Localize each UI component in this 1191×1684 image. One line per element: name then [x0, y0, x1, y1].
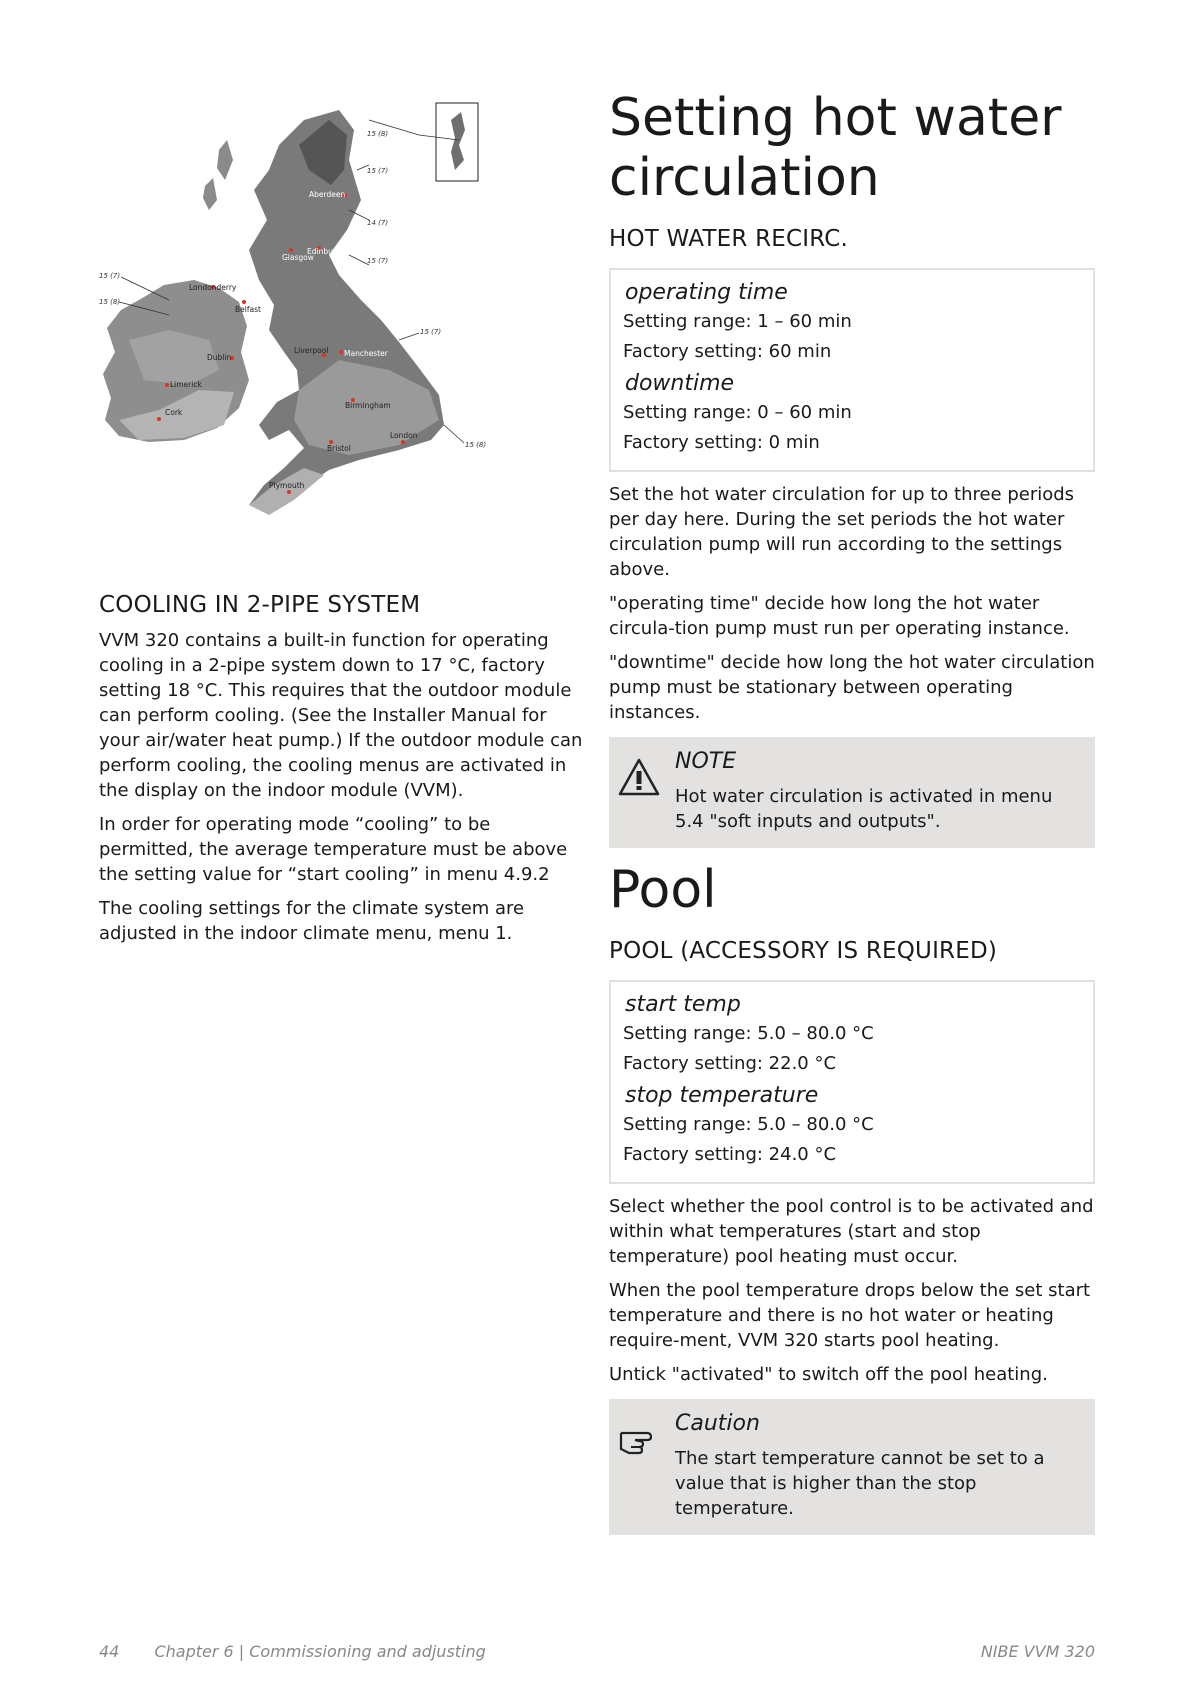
city-londonderry: Londonderry [189, 283, 237, 292]
city-dublin: Dublin [207, 353, 232, 362]
pool-paragraph-1: Select whether the pool control is to be activated and within what temperatures (start and stop temperature) pool heating must occur. [609, 1196, 1094, 1267]
caution-box [609, 1399, 1095, 1535]
map-label-east: 15 (7) [420, 328, 442, 336]
cooling-paragraph-3: The cooling settings for the climate system are adjusted in the indoor climate menu, menu 1. [99, 898, 525, 944]
hotwater-paragraph-1: Set the hot water circulation for up to three periods per day here. During the set periods the hot water circulation pump will run according to the settings above. [609, 484, 1075, 580]
hotwater-subheading: HOT WATER RECIRC. [609, 226, 849, 252]
city-liverpool: Liverpool [294, 346, 329, 355]
city-edinburgh: Edinburgh [307, 247, 346, 256]
cooling-paragraph-2: In order for operating mode “cooling” to be permitted, the average temperature must be above the setting value for “start cooling” in menu 4.9.2 [99, 814, 568, 885]
page-number: 44 [99, 1642, 120, 1661]
hotwater-paragraph-2: "operating time" decide how long the hot water circula-tion pump must run per operating instance. [609, 593, 1070, 639]
uk-ireland-map [99, 90, 499, 560]
city-limerick: Limerick [170, 380, 202, 389]
setting-name-stop-temperature: stop temperature [625, 1083, 819, 1108]
city-birmingham: Birmingham [345, 401, 391, 410]
setting-factory: Factory setting: 0 min [623, 432, 820, 453]
city-aberdeen: Aberdeen [309, 190, 346, 199]
map-label-ni-bottom: 15 (8) [99, 298, 121, 306]
left-column [99, 90, 589, 955]
right-column [609, 88, 1095, 1547]
map-label-aberdeen: 14 (7) [367, 219, 389, 227]
warning-icon [617, 745, 675, 834]
product-name: NIBE VVM 320 [980, 1642, 1095, 1661]
hotwater-settings-box [609, 268, 1095, 472]
caution-text: The start temperature cannot be set to a value that is higher than the stop temperature. [675, 1448, 1045, 1519]
setting-range: Setting range: 5.0 – 80.0 °C [623, 1023, 874, 1044]
pool-title: Pool [609, 860, 717, 920]
note-box [609, 737, 1095, 848]
setting-name-downtime: downtime [625, 371, 735, 396]
city-belfast: Belfast [235, 305, 261, 314]
setting-range: Setting range: 0 – 60 min [623, 402, 852, 423]
cooling-heading: COOLING IN 2-PIPE SYSTEM [99, 592, 421, 618]
note-title: NOTE [675, 749, 737, 774]
setting-range: Setting range: 1 – 60 min [623, 311, 852, 332]
cooling-paragraph-1: VVM 320 contains a built-in function for operating cooling in a 2-pipe system down to 17 °C, factory setting 18 °C. This requires that the outdoor module can perform cooling. (See the Installer Manual for your air/water heat pump.) If the outdoor module can perform cooling, the cooling menus are activated in the display on the indoor module (VVM). [99, 630, 583, 801]
map-label-southeast: 15 (8) [465, 441, 487, 449]
caution-title: Caution [675, 1411, 760, 1436]
hotwater-title: Setting hot water circulation [609, 88, 1062, 208]
setting-factory: Factory setting: 22.0 °C [623, 1053, 837, 1074]
pool-settings-box [609, 980, 1095, 1184]
pool-paragraph-3: Untick "activated" to switch off the pool heating. [609, 1364, 1048, 1385]
setting-range: Setting range: 5.0 – 80.0 °C [623, 1114, 874, 1135]
map-label-edinburgh: 15 (7) [367, 257, 389, 265]
city-london: London [390, 431, 418, 440]
map-label-shetland: 15 (8) [367, 130, 389, 138]
pool-paragraph-2: When the pool temperature drops below the set start temperature and there is no hot water or heating require-ment, VVM 320 starts pool heating. [609, 1280, 1091, 1351]
note-text: Hot water circulation is activated in menu 5.4 "soft inputs and outputs". [675, 786, 1053, 832]
setting-factory: Factory setting: 60 min [623, 341, 832, 362]
city-plymouth: Plymouth [269, 481, 305, 490]
city-manchester: Manchester [344, 349, 388, 358]
chapter-label: Chapter 6 | Commissioning and adjusting [154, 1642, 486, 1661]
city-cork: Cork [165, 408, 183, 417]
map-label-north: 15 (7) [367, 167, 389, 175]
pointing-hand-icon [617, 1407, 675, 1521]
hotwater-paragraph-3: "downtime" decide how long the hot water circulation pump must be stationary between operating instances. [609, 652, 1095, 723]
city-glasgow: Glasgow [282, 253, 314, 262]
setting-factory: Factory setting: 24.0 °C [623, 1144, 837, 1165]
setting-name-operating-time: operating time [625, 280, 788, 305]
pool-subheading: POOL (ACCESSORY IS REQUIRED) [609, 938, 998, 964]
page-footer [99, 1642, 1095, 1661]
map-label-ni-top: 15 (7) [99, 272, 121, 280]
setting-name-start-temp: start temp [625, 992, 741, 1017]
city-bristol: Bristol [327, 444, 351, 453]
